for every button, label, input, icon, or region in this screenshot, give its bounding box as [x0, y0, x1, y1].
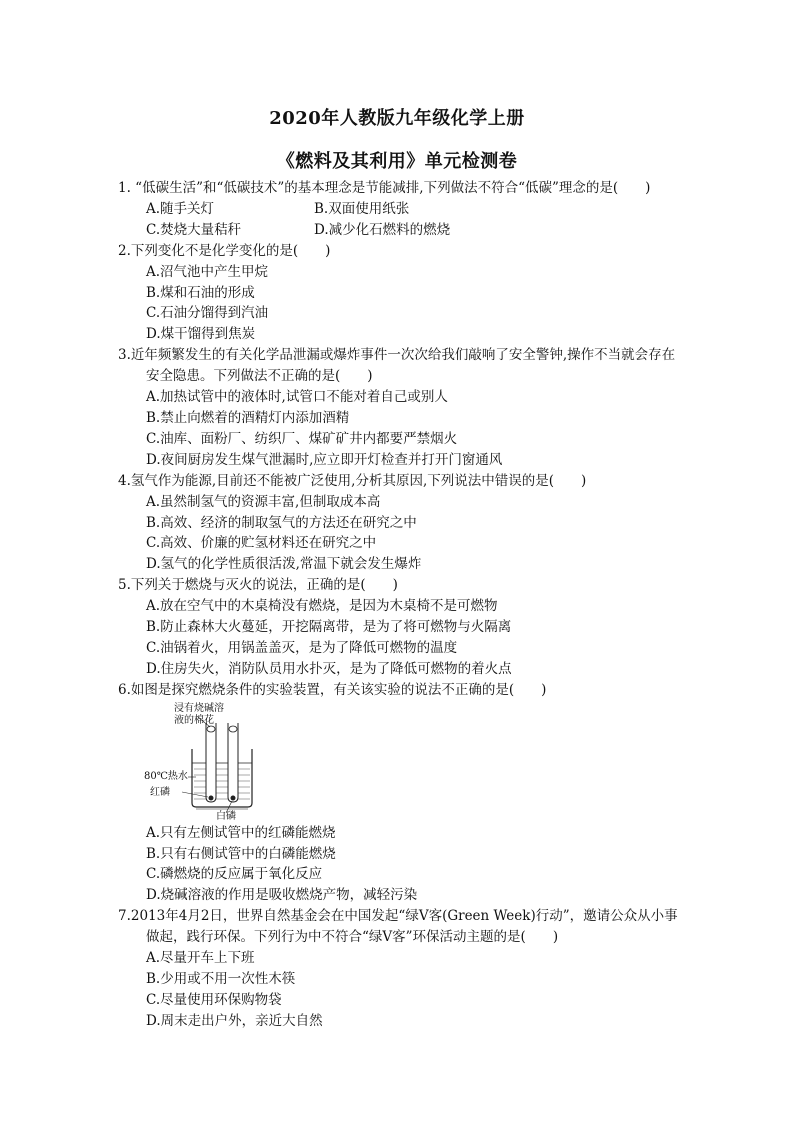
question-stem: 3.近年频繁发生的有关化学品泄漏或爆炸事件一次次给我们敲响了安全警钟,操作不当就会存在安全隐患。下列做法不正确的是( )	[118, 347, 676, 385]
option-d: D.氢气的化学性质很活泼,常温下就会发生爆炸	[146, 556, 422, 573]
document-title: 2020年人教版九年级化学上册	[269, 108, 525, 129]
white-phosphorus-label: 白磷	[216, 810, 236, 822]
question-1	[118, 178, 688, 241]
option-d: D.烧碱溶液的作用是吸收燃烧产物，减轻污染	[146, 887, 418, 904]
question-list	[118, 178, 688, 1032]
option-row	[118, 220, 688, 241]
option-a: A.放在空气中的木桌椅没有燃烧，是因为木桌椅不是可燃物	[146, 598, 498, 615]
option-row	[118, 199, 688, 220]
option-d: D.周末走出户外，亲近大自然	[146, 1012, 323, 1029]
option-c: C.油锅着火，用锅盖盖灭，是为了降低可燃物的温度	[146, 639, 458, 656]
document-subtitle: 《燃料及其利用》单元检测卷	[276, 151, 518, 172]
question-stem: 4.氢气作为能源,目前还不能被广泛使用,分析其原因,下列说法中错误的是( )	[118, 472, 587, 489]
question-7	[118, 906, 688, 1031]
option-a: A.随手关灯	[146, 200, 215, 217]
option-c: C.石油分馏得到汽油	[146, 305, 269, 322]
combustion-apparatus-figure	[144, 702, 344, 822]
option-d: D.夜间厨房发生煤气泄漏时,应立即开灯检查并打开门窗通风	[146, 451, 503, 468]
option-a: A.尽量开车上下班	[146, 950, 255, 967]
question-stem: 1. “低碳生活”和“低碳技术”的基本理念是节能减排,下列做法不符合“低碳”理念的是( )	[118, 180, 651, 196]
question-5	[118, 575, 688, 680]
question-4	[118, 471, 688, 576]
red-phosphorus-label: 红磷	[150, 786, 170, 798]
option-b: B.双面使用纸张	[314, 200, 410, 217]
option-d: D.减少化石燃料的燃烧	[314, 221, 451, 238]
option-c: C.高效、价廉的贮氢材料还在研究之中	[146, 535, 377, 552]
option-b: B.少用或不用一次性木筷	[146, 971, 296, 987]
question-stem: 5.下列关于燃烧与灭火的说法，正确的是( )	[118, 577, 398, 594]
option-c: C.焚烧大量秸秆	[146, 221, 242, 238]
hot-water-label: 80℃热水	[144, 770, 188, 782]
question-3	[118, 345, 688, 470]
question-stem: 7.2013年4月2日，世界自然基金会在中国发起“绿V客(Green Week)行动”，邀请公众从小事做起，践行环保。下列行为中不符合“绿V客”环保活动主题的是( )	[118, 908, 678, 946]
option-a: A.只有左侧试管中的红磷能燃烧	[146, 824, 336, 841]
option-d: D.煤干馏得到焦炭	[146, 326, 256, 343]
option-a: A.虽然制氢气的资源丰富,但制取成本高	[146, 493, 381, 510]
option-a: A.加热试管中的液体时,试管口不能对着自己或别人	[146, 389, 448, 406]
question-6	[118, 680, 688, 907]
question-stem: 6.如图是探究燃烧条件的实验装置，有关该实验的说法不正确的是( )	[118, 681, 547, 698]
option-c: C.尽量使用环保购物袋	[146, 991, 282, 1008]
option-c: C.油库、面粉厂、纺织厂、煤矿矿井内都要严禁烟火	[146, 430, 458, 447]
option-b: B.高效、经济的制取氢气的方法还在研究之中	[146, 514, 417, 531]
option-b: B.禁止向燃着的酒精灯内添加酒精	[146, 409, 350, 426]
question-stem: 2.下列变化不是化学变化的是( )	[118, 242, 331, 259]
question-2	[118, 241, 688, 346]
option-b: B.防止森林大火蔓延，开挖隔离带，是为了将可燃物与火隔离	[146, 619, 512, 636]
option-a: A.沼气池中产生甲烷	[146, 263, 269, 280]
option-d: D.住房失火，消防队员用水扑灭，是为了降低可燃物的着火点	[146, 660, 512, 677]
option-b: B.只有右侧试管中的白磷能燃烧	[146, 845, 336, 862]
option-c: C.磷燃烧的反应属于氧化反应	[146, 866, 323, 883]
cotton-label: 浸有烧碱溶液的棉花	[174, 702, 224, 726]
option-b: B.煤和石油的形成	[146, 284, 255, 301]
